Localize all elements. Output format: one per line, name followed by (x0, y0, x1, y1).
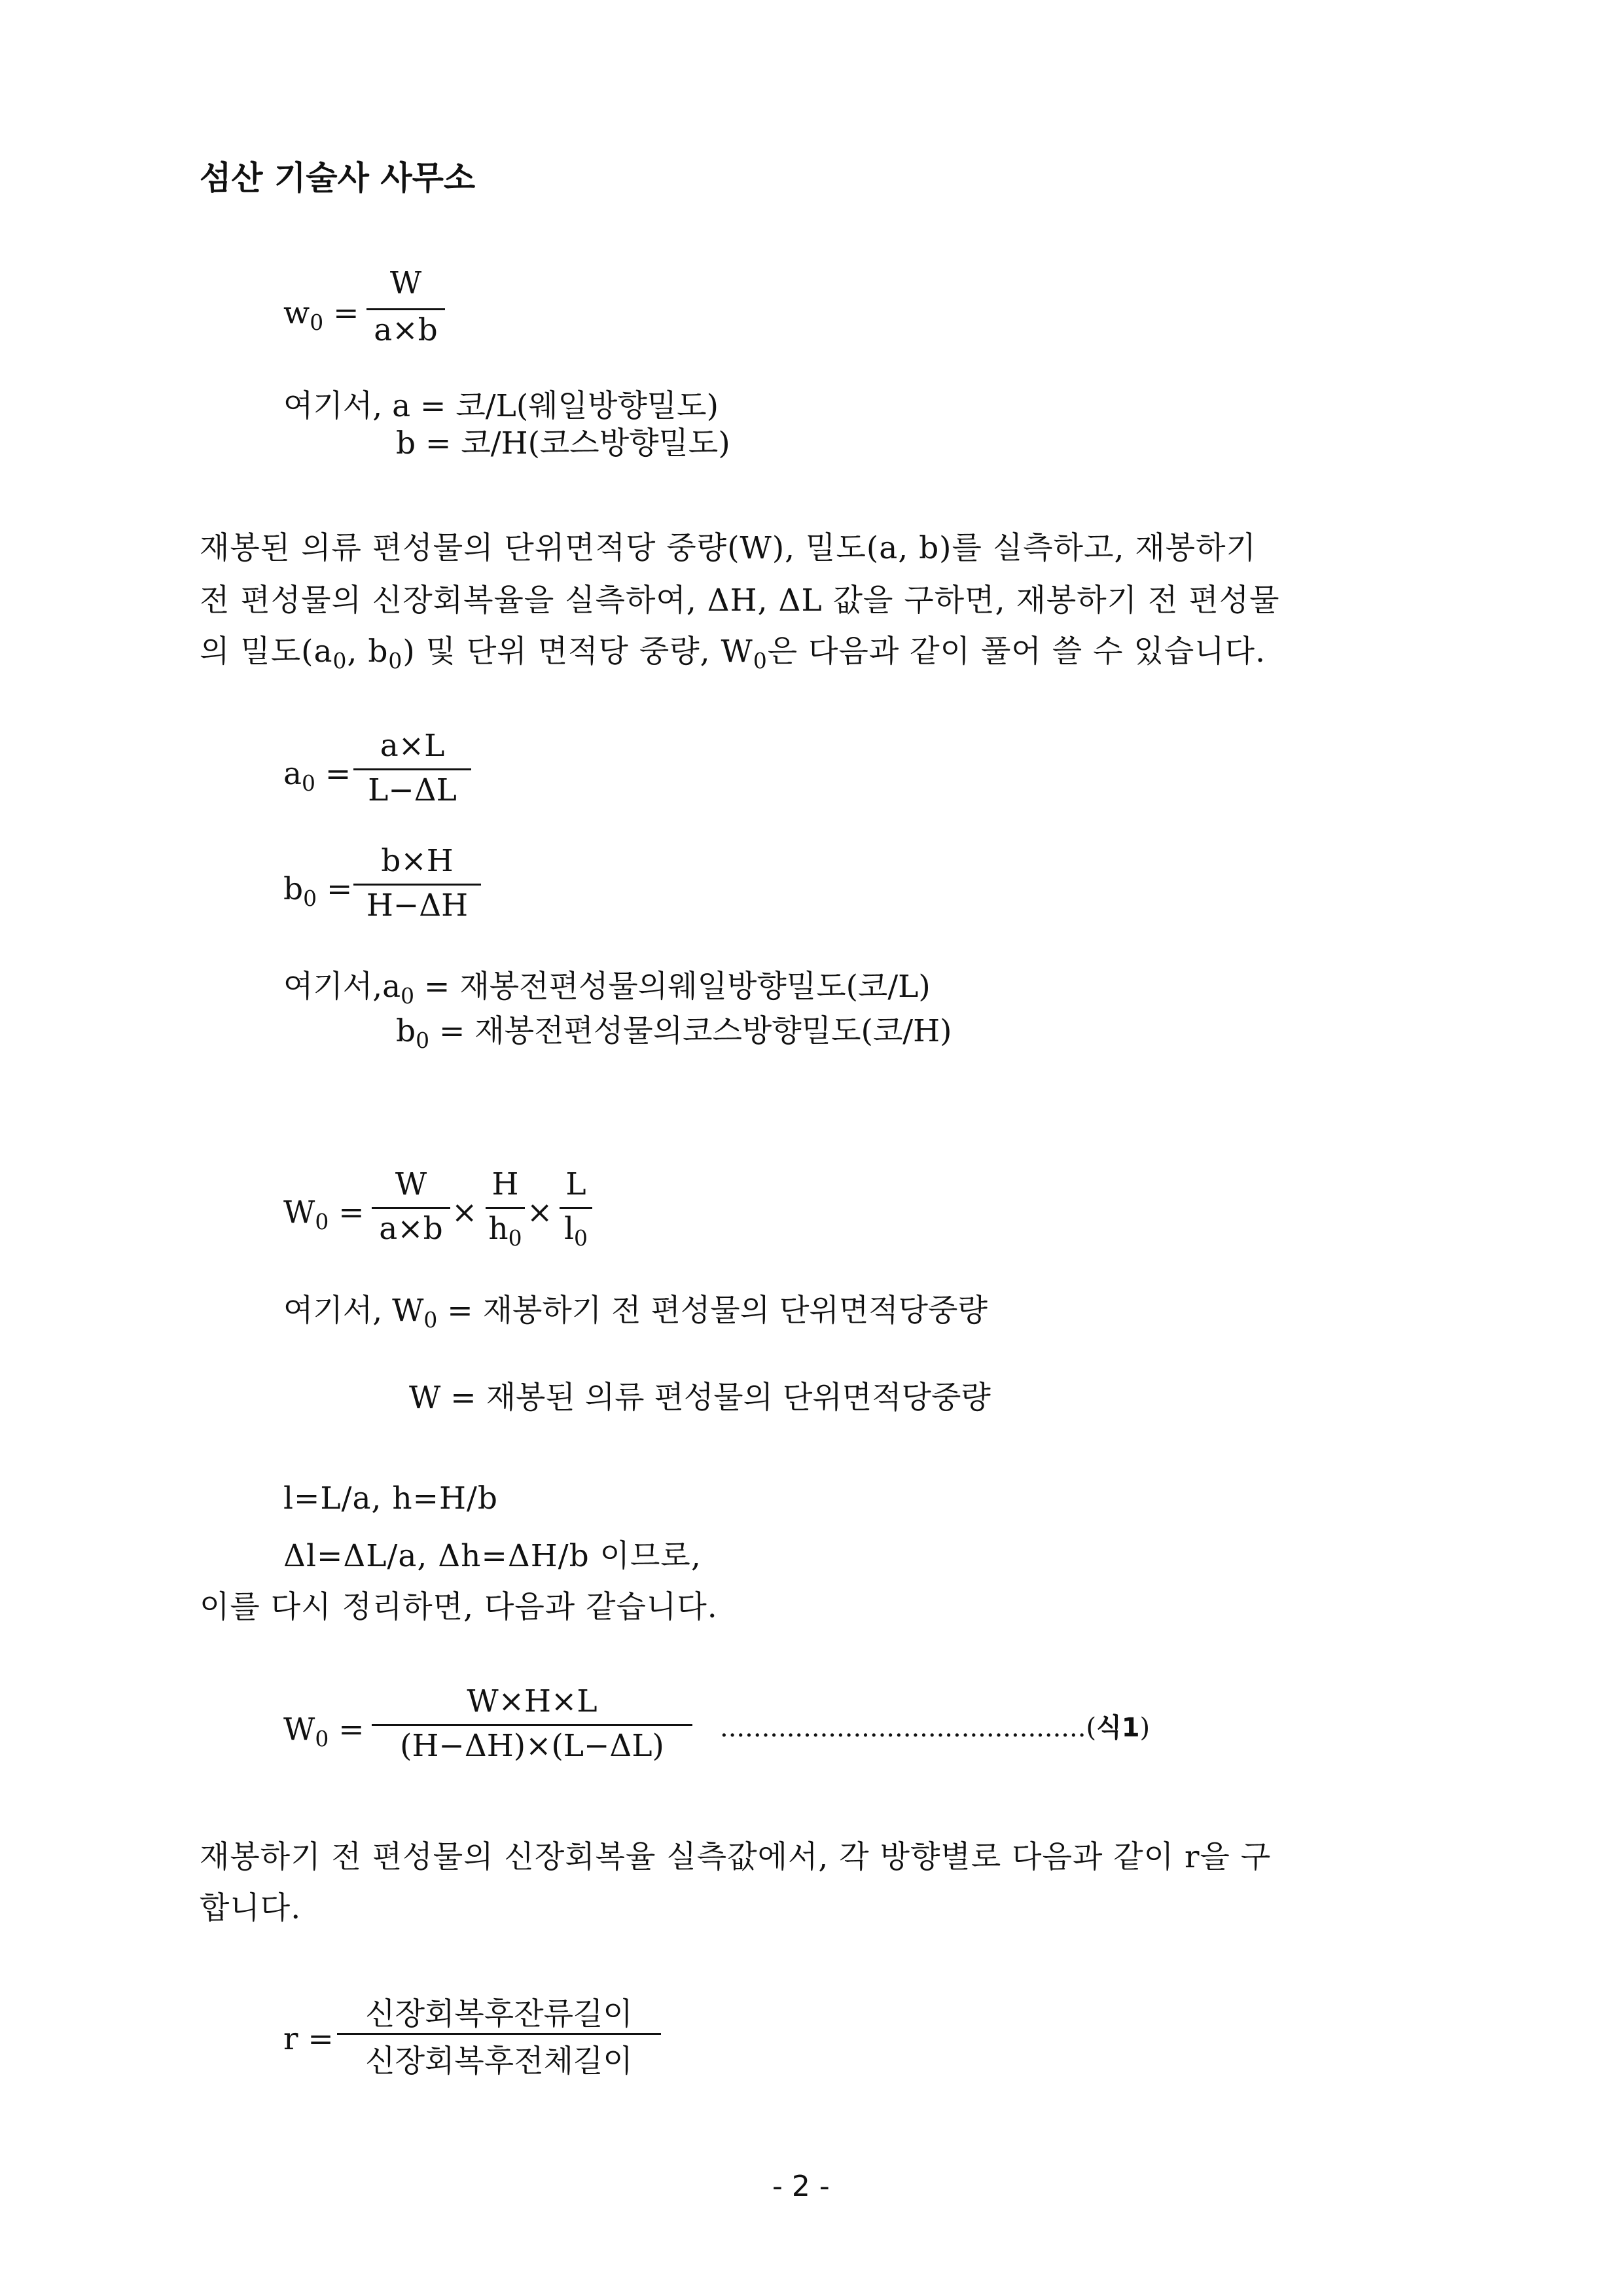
para1-line3: 의 밀도($a_0$, $b_0$) 및 단위 면적당 중량, $W_0$은 다음과 같이 풀어 쓸 수 있습니다. (200, 634, 1266, 673)
eq4-times-2: × (527, 1194, 553, 1230)
eq1-numerator: W (389, 265, 422, 301)
eq4-f1-denominator: a×b (379, 1211, 443, 1247)
eq4-f3-bar (560, 1207, 592, 1209)
eq1-fraction-bar (366, 308, 445, 310)
eq2-fraction-bar (353, 768, 471, 770)
eq4-lhs: $W_0$ = (283, 1194, 365, 1234)
para3-line2: 합니다. (200, 1890, 302, 1926)
para1-line2: 전 편성물의 신장회복율을 실측하여, ΔH, ΔL 값을 구하면, 재봉하기 전 편성물 (200, 583, 1280, 619)
eq6-fraction-bar (337, 2033, 661, 2035)
eq4-fraction-2 (486, 1166, 525, 1251)
header-title: 섬산 기술사 사무소 (200, 159, 476, 197)
def2-line2: $b_0$ = 재봉전편성물의코스방향밀도(코/H) (396, 1013, 952, 1053)
eq2-lhs: $a_0$ = (283, 756, 351, 796)
para3-line1: 재봉하기 전 편성물의 신장회복율 실측값에서, 각 방향별로 다음과 같이 r을 구 (200, 1839, 1272, 1875)
eq6-numerator: 신장회복후잔류길이 (365, 1996, 633, 2032)
page-number: - 2 - (772, 2170, 830, 2203)
eq4-f2-bar (486, 1207, 525, 1209)
eq4-fraction-3 (560, 1166, 592, 1251)
def1-line1: 여기서, a = 코/L(웨일방향밀도) (283, 388, 719, 424)
eq4-fraction-1 (372, 1166, 450, 1251)
eq3-denominator: H−ΔH (366, 888, 469, 924)
eq3-fraction (353, 843, 481, 928)
eq4-f2-denominator: $h_0$ (488, 1211, 522, 1251)
def1-line2: b = 코/H(코스방향밀도) (396, 425, 730, 461)
eq5-lhs: $W_0$ = (283, 1712, 365, 1751)
eq3-numerator: b×H (381, 843, 454, 879)
eq3-fraction-bar (353, 884, 481, 886)
eq5-fraction (372, 1683, 692, 1768)
eq2-fraction (353, 728, 471, 813)
eq4-f1-bar (372, 1207, 450, 1209)
eq1-fraction (366, 265, 445, 350)
eq4-f3-numerator: L (565, 1166, 586, 1202)
eq2-denominator: L−ΔL (368, 772, 457, 808)
eq1-denominator: a×b (374, 312, 438, 348)
eq4-times-1: × (452, 1194, 478, 1230)
eq2-numerator: a×L (380, 728, 445, 764)
eq4-f2-numerator: H (491, 1166, 519, 1202)
eq6-lhs: r = (283, 2021, 334, 2057)
eq5-numerator: W×H×L (467, 1683, 597, 1719)
eq4-f1-numerator: W (395, 1166, 427, 1202)
para1-line1: 재봉된 의류 편성물의 단위면적당 중량(W), 밀도(a, b)를 실측하고, 재봉하기 (200, 530, 1257, 566)
def2-line1: 여기서$,a_0$ = 재봉전편성물의웨일방향밀도(코/L) (283, 969, 931, 1009)
relation-line2: Δl=ΔL/a, Δh=ΔH/b 이므로, (283, 1538, 702, 1574)
eq5-label: ............................................(식1) (720, 1713, 1150, 1743)
eq5-denominator: (H−ΔH)×(L−ΔL) (400, 1728, 664, 1764)
eq6-denominator: 신장회복후전체길이 (365, 2043, 633, 2079)
eq1-lhs: $w_0$ = (283, 295, 359, 335)
relation-line1: l=L/a, h=H/b (283, 1480, 498, 1516)
eq4-f3-denominator: $l_0$ (564, 1211, 588, 1251)
eq3-lhs: $b_0$ = (283, 871, 353, 911)
eq6-fraction (337, 1990, 661, 2081)
eq5-fraction-bar (372, 1724, 692, 1726)
para2: 이를 다시 정리하면, 다음과 같습니다. (200, 1589, 718, 1625)
def3-line1: 여기서, $W_0$ = 재봉하기 전 편성물의 단위면적당중량 (283, 1293, 988, 1333)
def3-line2: W = 재봉된 의류 편성물의 단위면적당중량 (409, 1380, 991, 1416)
